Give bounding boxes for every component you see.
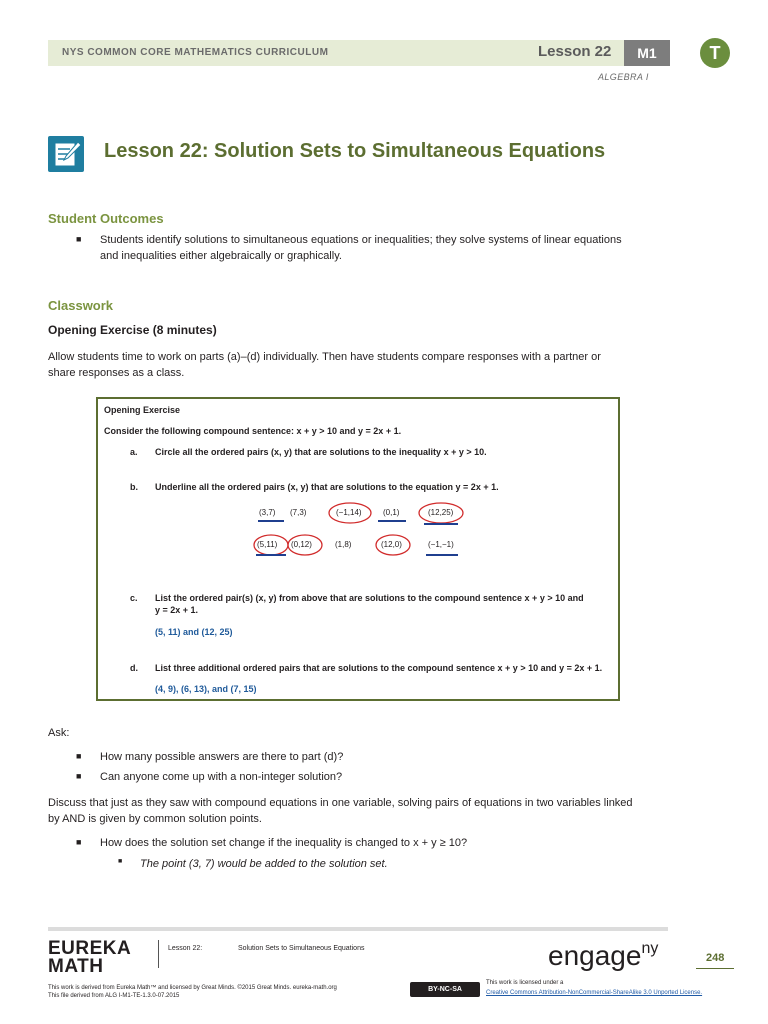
lesson-title: Lesson 22: Solution Sets to Simultaneous Equations [104,140,606,162]
bullet-icon: ■ [76,771,82,781]
cc-license-badge: BY-NC-SA [410,982,480,997]
module-badge: M1 [624,40,670,66]
intro-line-1: Allow students time to work on parts (a)–(d) individually. Then have students compare responses with a partner or [48,351,601,363]
pair-r1-1: (3,7) [259,508,276,517]
question-1: How many possible answers are there to part (d)? [100,751,344,763]
discuss-line-1: Discuss that just as they saw with compound equations in one variable, solving pairs of equations in two variables linked [48,797,633,809]
bullet-icon: ■ [76,837,82,847]
subject-label: ALGEBRA I [598,72,649,82]
pair-r2-5: (−1,−1) [428,540,454,549]
outcome-line-2: and inequalities either algebraically or graphically. [100,250,342,262]
part-c-line-1: List the ordered pair(s) (x, y) from above that are solutions to the compound sentence x + y > 10 and [155,593,584,603]
sub-bullet-icon: ■ [118,858,123,865]
engage-sup: ny [641,940,659,957]
pair-r1-5: (12,25) [428,508,454,517]
student-outcomes-heading: Student Outcomes [48,211,164,226]
part-c-answer: (5, 11) and (12, 25) [155,627,233,637]
part-d-answer: (4, 9), (6, 13), and (7, 15) [155,684,257,694]
pair-r2-3: (1,8) [335,540,352,549]
engage-text: engage [548,940,642,971]
pair-r1-3: (−1,14) [336,508,362,517]
pair-r2-1: (5,11) [257,540,278,549]
pair-r1-4: (0,1) [383,508,400,517]
pair-r1-2: (7,3) [290,508,307,517]
answer-3: The point (3, 7) would be added to the solution set. [140,858,388,870]
lesson-number: Lesson 22 [538,43,612,60]
license-link[interactable]: Creative Commons Attribution-NonCommercial-ShareAlike 3.0 Unported License. [486,990,703,996]
page-number-underline [696,968,734,969]
opening-exercise-heading: Opening Exercise (8 minutes) [48,323,217,337]
exercise-title: Opening Exercise [104,405,181,415]
part-d-label: d. [130,663,138,673]
opening-exercise-box [96,397,620,701]
part-b-text: Underline all the ordered pairs (x, y) that are solutions to the equation y = 2x + 1. [155,482,499,492]
logo-line-2: MATH [48,956,104,977]
ask-label: Ask: [48,727,70,739]
bullet-icon: ■ [76,751,82,761]
pencil-paper-icon [48,136,84,172]
outcome-line-1: Students identify solutions to simultaneous equations or inequalities; they solve systems of linear equations [100,234,622,246]
pair-r2-2: (0,12) [291,540,312,549]
logo-line-1: EUREKA [48,938,132,959]
part-c-label: c. [130,593,138,603]
footer-separator [158,940,159,968]
question-2: Can anyone come up with a non-integer solution? [100,771,343,783]
part-d-text: List three additional ordered pairs that are solutions to the compound sentence x + y > 10 and y = 2x + 1. [155,663,603,673]
eureka-math-logo [48,940,131,976]
credit-line-1: This work is derived from Eureka Math™ and licensed by Great Minds. ©2015 Great Minds. eureka-math.org [48,985,337,991]
discuss-line-2: by AND is given by common solution points. [48,813,262,825]
license-line-1: This work is licensed under a [486,980,564,986]
page-number: 248 [706,952,725,964]
exercise-prompt: Consider the following compound sentence: x + y > 10 and y = 2x + 1. [104,426,402,436]
credit-line-2: This file derived from ALG I-M1-TE-1.3.0-07.2015 [48,993,180,999]
part-a-text: Circle all the ordered pairs (x, y) that are solutions to the inequality x + y > 10. [155,447,487,457]
intro-line-2: share responses as a class. [48,367,185,379]
part-c-line-2: y = 2x + 1. [155,605,199,615]
part-a-label: a. [130,447,138,457]
pair-r2-4: (12,0) [381,540,402,549]
bullet-icon: ■ [76,234,82,244]
curriculum-title: NYS COMMON CORE MATHEMATICS CURRICULUM [62,47,329,58]
part-b-label: b. [130,482,138,492]
footer-lesson-label: Lesson 22: [168,945,203,952]
engageny-logo [548,940,658,972]
ordered-pairs-markup [248,497,468,563]
footer-divider [48,927,668,931]
teacher-badge: T [700,38,730,68]
footer-lesson-title: Solution Sets to Simultaneous Equations [238,945,365,952]
classwork-heading: Classwork [48,298,114,313]
question-3: How does the solution set change if the inequality is changed to x + y ≥ 10? [100,837,468,849]
